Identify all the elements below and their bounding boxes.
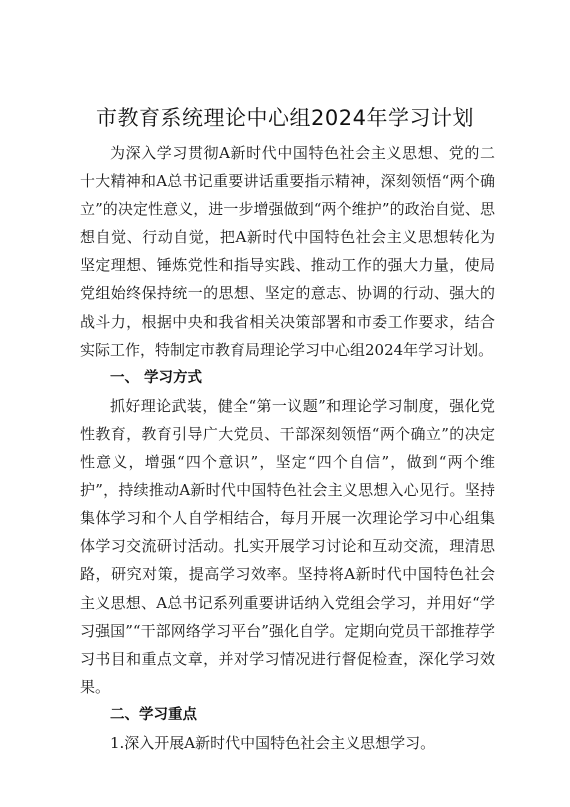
- intro-paragraph: 为深入学习贯彻A新时代中国特色社会主义思想、党的二十大精神和A总书记重要讲话重要指示精神，深刻领悟“两个确立”的决定性意义，进一步增强做到“两个维护”的政治自觉、思想自觉、行动自觉，把A新时代中国特色社会主义思想转化为坚定理想、锤炼党性和指导实践、推动工作的强大力量，使局党组始终保持统一的思想、坚定的意志、协调的行动、强大的战斗力，根据中央和我省相关决策部署和市委工作要求，结合实际工作，特制定市教育局理论学习中心组2024年学习计划。: [80, 144, 495, 359]
- section-heading-study-method: 一、 学习方式: [110, 369, 203, 386]
- document-body: [80, 139, 495, 757]
- study-method-paragraph: 抓好理论武装，健全“第一议题”和理论学习制度，强化党性教育，教育引导广大党员、干部深刻领悟“两个确立”的决定性意义，增强“四个意识”，坚定“四个自信”，做到“两个维护”，持续推动A新时代中国特色社会主义思想入心见行。坚持集体学习和个人自学相结合，每月开展一次理论学习中心组集体学习交流研讨活动。扎实开展学习讨论和互动交流，理清思路，研究对策，提高学习效率。坚持将A新时代中国特色社会主义思想、A总书记系列重要讲话纳入党组会学习，并用好“学习强国”“干部网络学习平台”强化自学。定期向党员干部推荐学习书目和重点文章，并对学习情况进行督促检查，深化学习效果。: [80, 396, 495, 696]
- document-title: 市教育系统理论中心组2024年学习计划: [96, 106, 474, 130]
- section-heading-study-focus: 二、学习重点: [110, 706, 197, 723]
- study-focus-item-1: 1.深入开展A新时代中国特色社会主义思想学习。: [110, 733, 436, 752]
